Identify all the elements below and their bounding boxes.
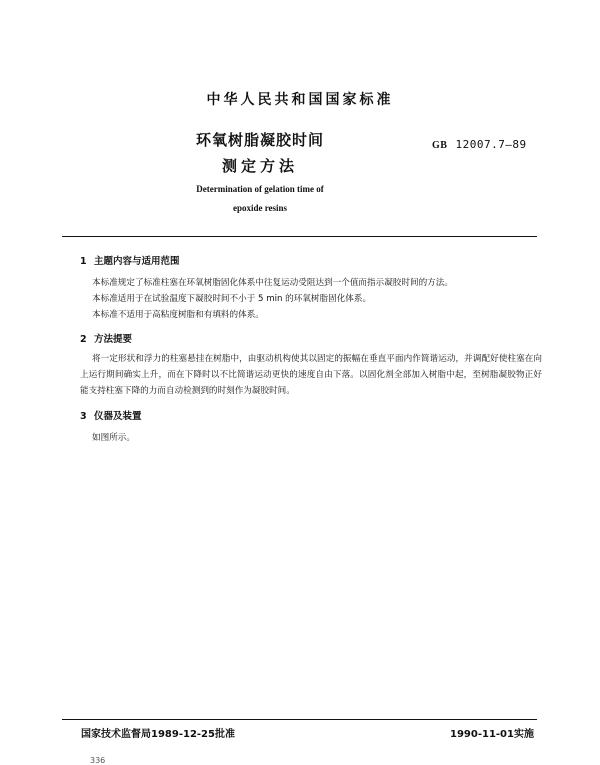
issued-date: 国家技术监督局1989-12-25批准 xyxy=(81,729,235,740)
standard-number-value: 12007.7—89 xyxy=(455,138,527,151)
section-title: 仪器及装置 xyxy=(94,411,142,422)
section-number: 2 xyxy=(80,334,87,345)
section-number: 3 xyxy=(80,411,87,422)
national-standard-heading: 中华人民共和国国家标准 xyxy=(206,92,394,108)
section-2-body: 将一定形状和浮力的柱塞悬挂在树脂中，由驱动机构使其以固定的振幅在垂直平面内作简谐运动，并调配好使柱塞在向上运行期间确实上升，而在下降时以不比简谐运动更快的速度自由下落。以固化剂全部加入树脂中起，至树脂凝胶物正好能支持柱塞下降的力而自动检测到的时刻作为凝胶时间。 xyxy=(80,354,542,396)
document-title-line1: 环氧树脂凝胶时间 xyxy=(195,131,324,149)
section-2-heading xyxy=(80,331,132,345)
section-1-paragraph-3: 本标准不适用于高粘度树脂和有填料的体系。 xyxy=(92,310,264,320)
section-1-paragraph-2: 本标准适用于在试验温度下凝胶时间不小于 5 min 的环氧树脂固化体系。 xyxy=(92,294,372,304)
page-number: 336 xyxy=(90,756,106,765)
section-3-heading xyxy=(80,408,142,422)
section-3-paragraph-1: 如图所示。 xyxy=(92,433,135,443)
document-title-line2: 测定方法 xyxy=(221,157,298,175)
footer-divider xyxy=(62,719,537,720)
standard-prefix: GB xyxy=(432,140,448,151)
section-number: 1 xyxy=(80,256,87,267)
section-title: 方法提要 xyxy=(94,334,133,345)
english-title-line1: Determination of gelation time of xyxy=(196,184,324,194)
section-1-paragraph-1: 本标准规定了标准柱塞在环氧树脂固化体系中往复运动受阻达到一个值而指示凝胶时间的方法。 xyxy=(92,278,453,288)
english-title-line2: epoxide resins xyxy=(232,203,288,213)
standard-number xyxy=(432,138,527,151)
section-1-heading xyxy=(80,253,180,267)
header-divider xyxy=(62,236,537,237)
effective-date: 1990-11-01实施 xyxy=(450,729,534,740)
section-title: 主题内容与适用范围 xyxy=(94,256,180,267)
